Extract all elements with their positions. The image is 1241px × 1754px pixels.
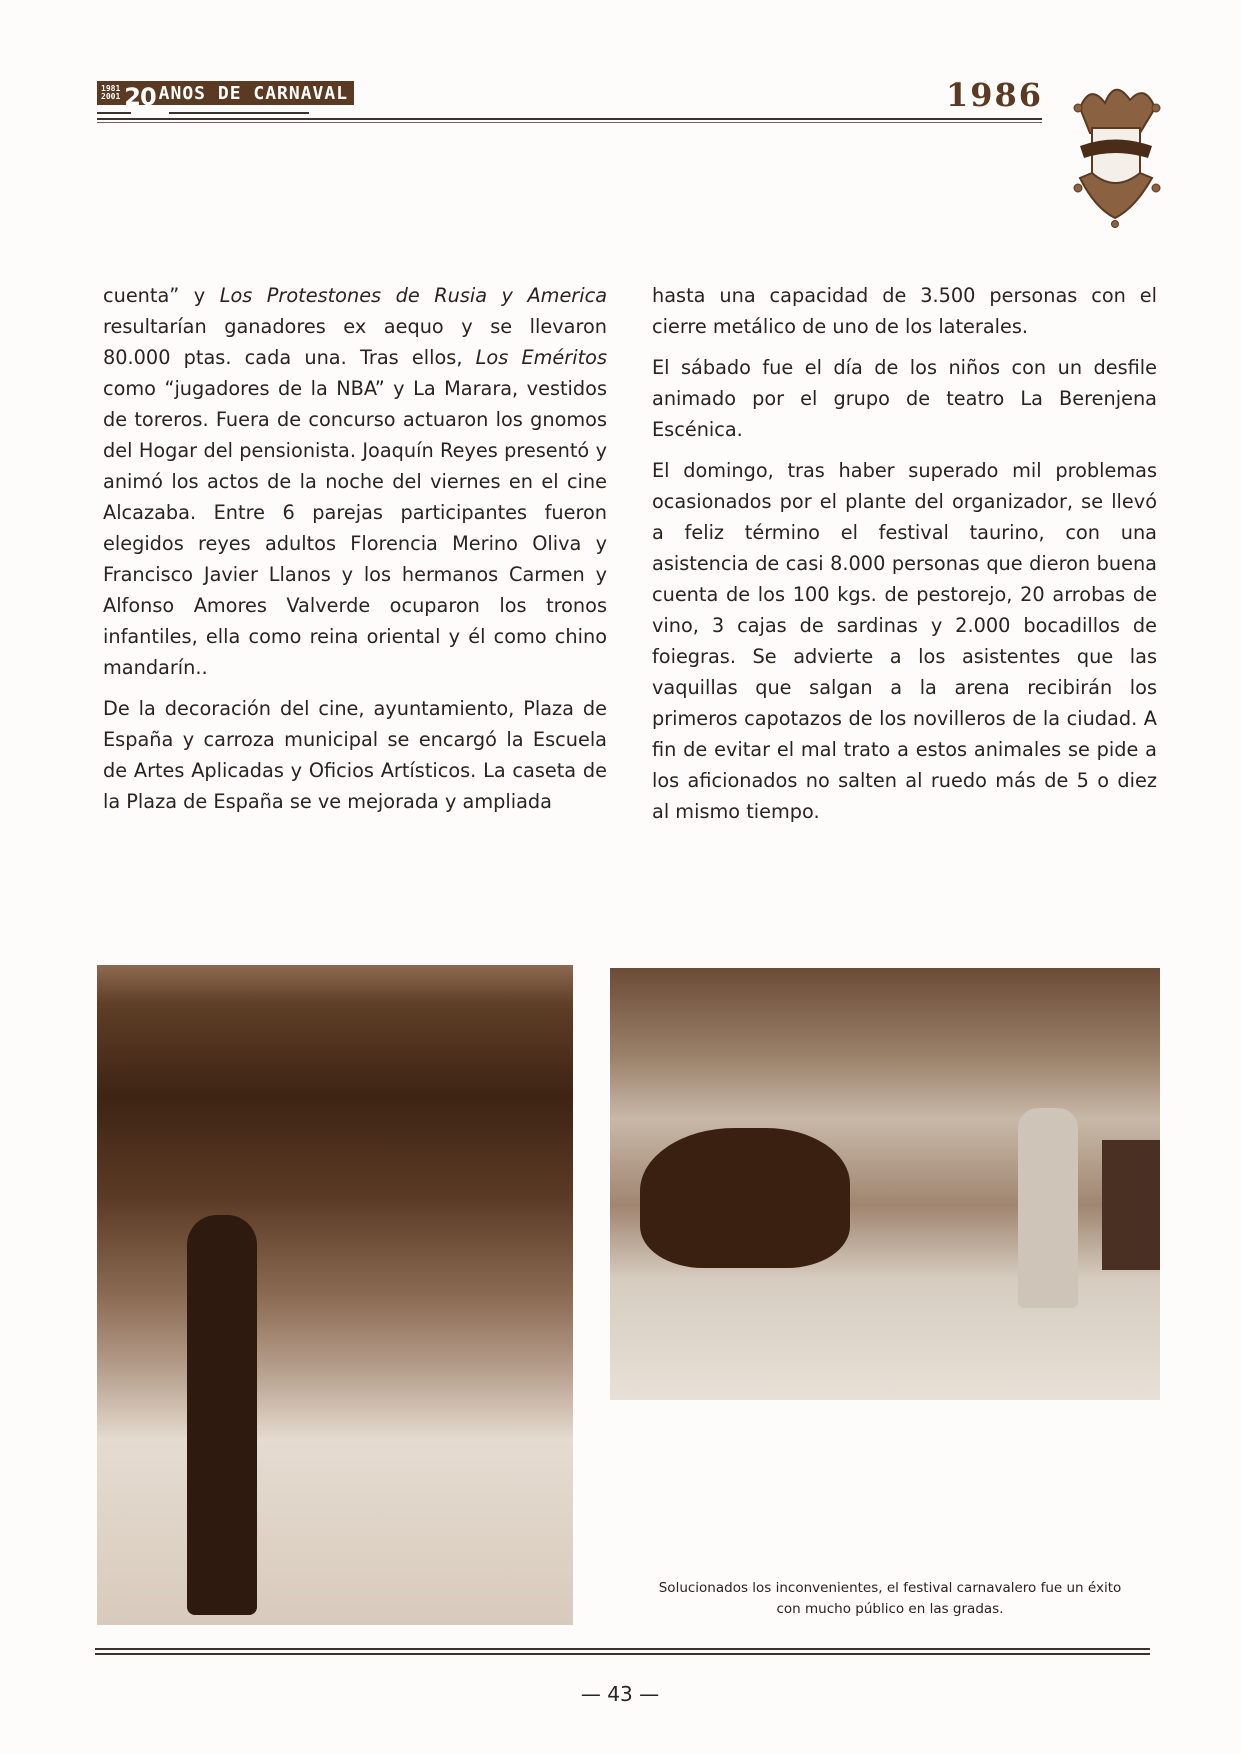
header-number: 20: [124, 83, 156, 111]
jester-mask-logo-icon: [1060, 78, 1170, 228]
photo-bull-festival: [610, 968, 1160, 1400]
paragraph: El domingo, tras haber superado mil problemas ocasionados por el plante del organizador, se llevó a feliz término el festival taurino, con una asistencia de casi 8.000 personas que dieron buena cuenta de los 100 kgs. de pestorejo, 20 arrobas de vino, 3 cajas de sardinas y 2.000 bocadillos de foiegras. Se advierte a los asistentes que las vaquillas que salgan a la arena recibirán los primeros capotazos de los novilleros de la ciudad. A fin de evitar el mal trato a estos animales se pide a los aficionados no salten al ruedo más de 5 o diez al mismo tiempo.: [652, 459, 1157, 823]
paragraph: [103, 280, 607, 683]
header-title: ANOS DE CARNAVAL: [158, 82, 349, 104]
text-column-right: [652, 280, 1157, 837]
page-number: — 43 —: [580, 1682, 660, 1706]
page-year: 1986: [946, 76, 1044, 114]
footer-rule: [95, 1653, 1150, 1655]
text-column-left: [103, 280, 607, 827]
photo-sign: [1102, 1140, 1160, 1270]
paragraph: hasta una capacidad de 3.500 personas con el cierre metálico de uno de los laterales.: [652, 284, 1157, 338]
header-badge: [97, 81, 354, 111]
header-rule: [169, 112, 309, 114]
paragraph: El sábado fue el día de los niños con un desfile animado por el grupo de teatro La Berenjena Escénica.: [652, 356, 1157, 441]
photo-bull: [640, 1128, 850, 1268]
caption-line: Solucionados los inconvenientes, el festival carnavalero fue un éxito: [658, 1580, 1122, 1596]
text-run-italic: Los Protestones de Rusia y America: [219, 284, 608, 307]
header-rule: [97, 112, 131, 114]
year-end: 2001: [101, 92, 121, 101]
photo-man: [1018, 1108, 1078, 1308]
text-run: cuenta” y: [103, 284, 220, 307]
text-run-italic: Los Eméritos: [475, 346, 607, 369]
footer-rule: [95, 1648, 1150, 1650]
header-years: [101, 85, 120, 101]
photo-figure: [187, 1215, 257, 1615]
photo-caption: [620, 1578, 1160, 1620]
photo-crowd-arena: [97, 965, 573, 1625]
page-header: [97, 78, 1042, 138]
paragraph: De la decoración del cine, ayuntamiento, Plaza de España y carroza municipal se encargó la Escuela de Artes Aplicadas y Oficios Artísticos. La caseta de la Plaza de España se ve mejorada y ampliada: [103, 697, 607, 813]
caption-line: con mucho público en las gradas.: [776, 1601, 1004, 1617]
text-run: como “jugadores de la NBA” y La Marara, vestidos de toreros. Fuera de concurso actuaron los gnomos del Hogar del pensionista. Joaquín Reyes presentó y animó los actos de la noche del viernes en el cine Alcazaba. Entre 6 parejas participantes fueron elegidos reyes adultos Florencia Merino Oliva y Francisco Javier Llanos y los hermanos Carmen y Alfonso Amores Valverde ocuparon los tronos infantiles, ella como reina oriental y él como chino mandarín..: [103, 377, 607, 679]
header-rule: [97, 122, 1042, 123]
text-run: resultarían ganadores ex aequo y se llevaron 80.000 ptas. cada una. Tras ellos,: [103, 315, 607, 369]
header-rule: [97, 118, 1042, 120]
year-start: 1981: [101, 84, 121, 93]
